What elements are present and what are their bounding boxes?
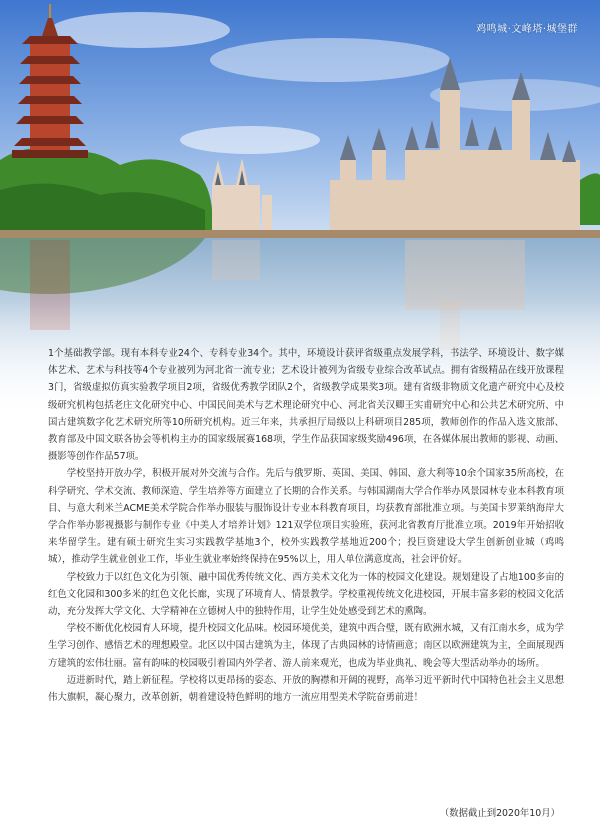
body-text	[48, 345, 564, 706]
paragraph: 迈进新时代，踏上新征程。学校将以更昂扬的姿态、开放的胸襟和开阔的视野，高举习近平新时代中国特色社会主义思想伟大旗帜，凝心聚力，改革创新，朝着建设特色鲜明的地方一流应用型美术学院奋勇前进！	[48, 674, 564, 704]
photo-caption: 鸡鸣城·文峰塔·城堡群	[476, 24, 578, 35]
paragraph: 学校不断优化校园育人环境，提升校园文化品味。校园环境优美，建筑中西合璧，既有欧洲水城，又有江南水乡，成为学生学习创作、感悟艺术的理想殿堂。北区以中国古建筑为主，体现了古典园林的诗情画意；南区以欧洲建筑为主，全面展现西方建筑的宏伟壮丽。富有韵味的校园吸引着国内外学者、游人前来观光，也成为毕业典礼、晚会等大型活动举办的场所。	[48, 623, 564, 669]
paragraph: 学校坚持开放办学，积极开展对外交流与合作。先后与俄罗斯、英国、美国、韩国、意大利等10余个国家35所高校，在科学研究、学术交流、教师深造、学生培养等方面建立了长期的合作关系。与韩国湖南大学合作举办风景园林专业本科教育项目、与意大利米兰ACME美术学院合作举办服装与服饰设计专业本科教育项目，均获教育部批准立项。与美国卡罗莱纳海岸大学合作举办影视摄影与制作专业《中美人才培养计划》121双学位项目实验班，获河北省教育厅批准立项。2019年开始招收来华留学生。建有硕士研究生实习实践教学基地3个，校外实践教学基地近200个；投巨资建设大学生创新创业城（鸡鸣城），推动学生就业创业工作，毕业生就业率始终保持在95%以上，用人单位满意度高，社会评价好。	[48, 468, 564, 566]
paragraph: 1个基础教学部。现有本科专业24个、专科专业34个。其中，环境设计获评省级重点发展学科，书法学、环境设计、数字媒体艺术、艺术与科技等4个专业被列为河北省一流专业；艺术设计被列为省级专业综合改革试点。拥有省级精品在线开放课程3门，省级虚拟仿真实验教学项目2项，省级优秀教学团队2个，省级教学成果奖3项。建有省级非物质文化遗产研究中心及校级研究机构包括老庄文化研究中心、中国民间美术与艺术理论研究中心、河北省关汉卿王实甫研究中心和公共艺术研究所、中国古建筑数字化艺术研究所等10所研究机构。近三年来，共承担厅局级以上科研项目285项，教师创作的作品入选文旅部、教育部及中国文联各协会等机构主办的国家级展赛168项，学生作品获国家级奖励496项，在各媒体展出教师的影视、动画、摄影等创作作品57项。	[48, 348, 564, 463]
date-footnote: （数据截止到2020年10月）	[439, 808, 560, 819]
paragraph: 学校致力于以红色文化为引领、融中国优秀传统文化、西方美术文化为一体的校园文化建设。规划建设了占地100多亩的红色文化园和300多米的红色文化长廊，实现了环境育人、情景教学。学校重视传统文化进校园，开展丰富多彩的校园文化活动，充分发挥大学文化、大学精神在立德树人中的独特作用，让学生处处感受到艺术的熏陶。	[48, 571, 564, 618]
